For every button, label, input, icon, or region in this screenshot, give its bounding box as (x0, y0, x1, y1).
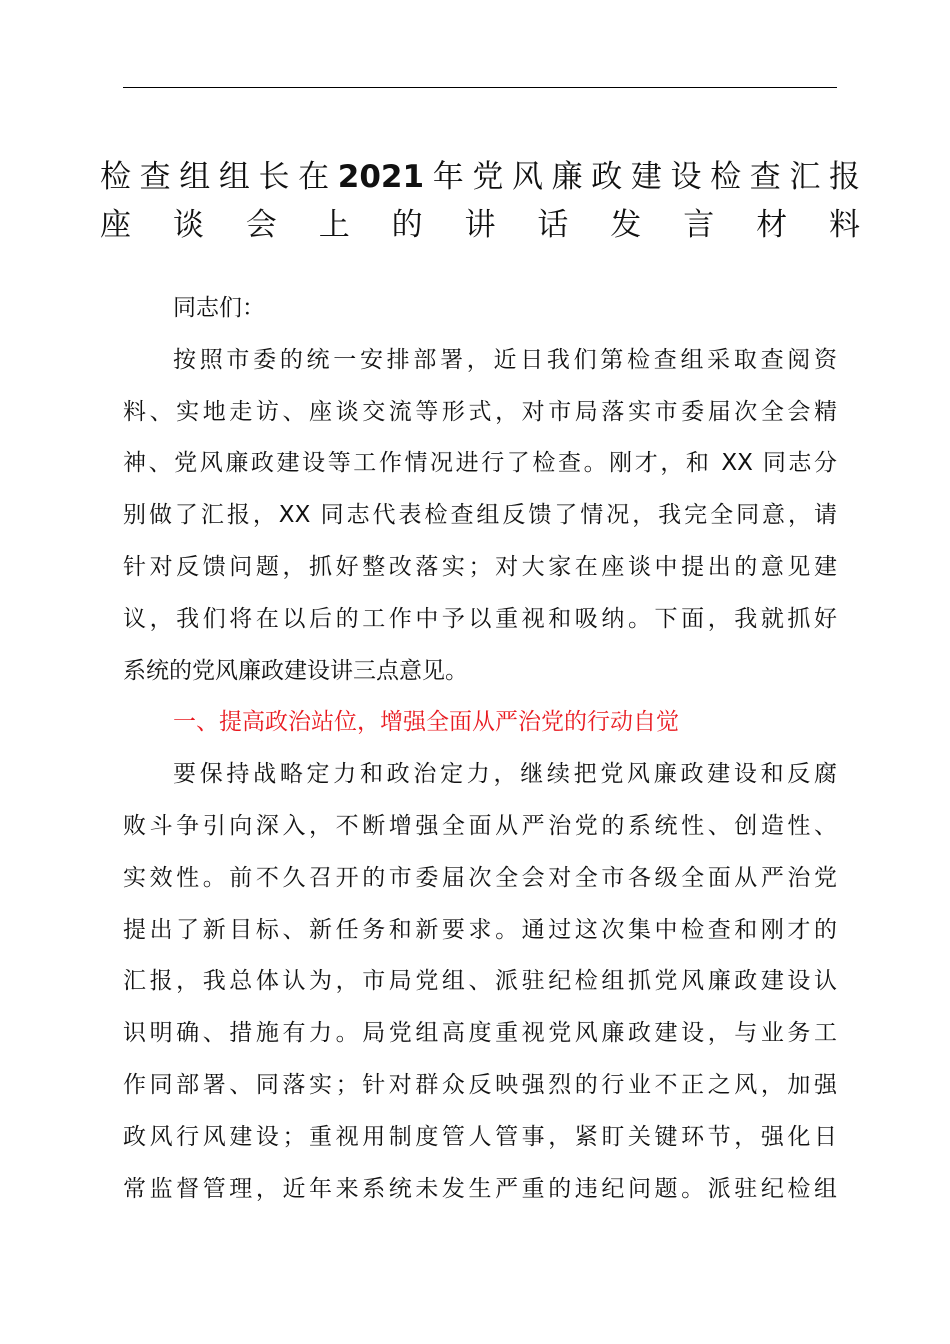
header-rule (123, 87, 837, 88)
text-line: 系统的党风廉政建设讲三点意见。 (123, 657, 468, 684)
text-line: 提出了新目标、新任务和新要求。通过这次集中检查和刚才的 (123, 916, 837, 943)
text-line: 别做了汇报，XX 同志代表检查组反馈了情况，我完全同意，请 (123, 502, 837, 529)
intro-paragraph (123, 335, 837, 698)
text-line: 实效性。前不久召开的市委届次全会对全市各级全面从严治党 (123, 864, 837, 891)
text-line: 汇报，我总体认为，市局党组、派驻纪检组抓党风廉政建设认 (123, 968, 837, 995)
document-body (123, 283, 837, 1215)
text-line: 政风行风建设；重视用制度管人管事，紧盯关键环节，强化日 (123, 1123, 837, 1150)
section-heading-text: 一、提高政治站位，增强全面从严治党的行动自觉 (173, 709, 679, 736)
document-title (100, 153, 860, 249)
text-line: 神、党风廉政建设等工作情况进行了检查。刚才，和 XX 同志分 (123, 450, 837, 477)
text-line: 要保持战略定力和政治定力，继续把党风廉政建设和反腐 (173, 761, 837, 788)
title-prefix: 检查组组长在 (100, 159, 338, 195)
text-line: 议，我们将在以后的工作中予以重视和吸纳。下面，我就抓好 (123, 605, 837, 632)
title-year: 2021 (337, 159, 425, 195)
title-line-2: 座谈会上的讲话发言材料 (100, 207, 860, 243)
salutation-paragraph (123, 283, 837, 335)
text-line: 按照市委的统一安排部署，近日我们第检查组采取查阅资 (173, 346, 837, 373)
title-line-1 (100, 153, 860, 201)
section-1-paragraph (123, 749, 837, 1215)
text-line: 作同部署、同落实；针对群众反映强烈的行业不正之风，加强 (123, 1071, 837, 1098)
text-line: 针对反馈问题，抓好整改落实；对大家在座谈中提出的意见建 (123, 553, 837, 580)
section-heading-1 (123, 697, 837, 749)
text-line: 识明确、措施有力。局党组高度重视党风廉政建设，与业务工 (123, 1020, 837, 1047)
text-line: 料、实地走访、座谈交流等形式，对市局落实市委届次全会精 (123, 398, 837, 425)
text-line: 常监督管理，近年来系统未发生严重的违纪问题。派驻纪检组 (123, 1175, 837, 1202)
title-suffix: 年党风廉政建设检查汇报 (424, 159, 861, 195)
salutation: 同志们： (173, 295, 265, 321)
text-line: 败斗争引向深入，不断增强全面从严治党的系统性、创造性、 (123, 812, 837, 839)
